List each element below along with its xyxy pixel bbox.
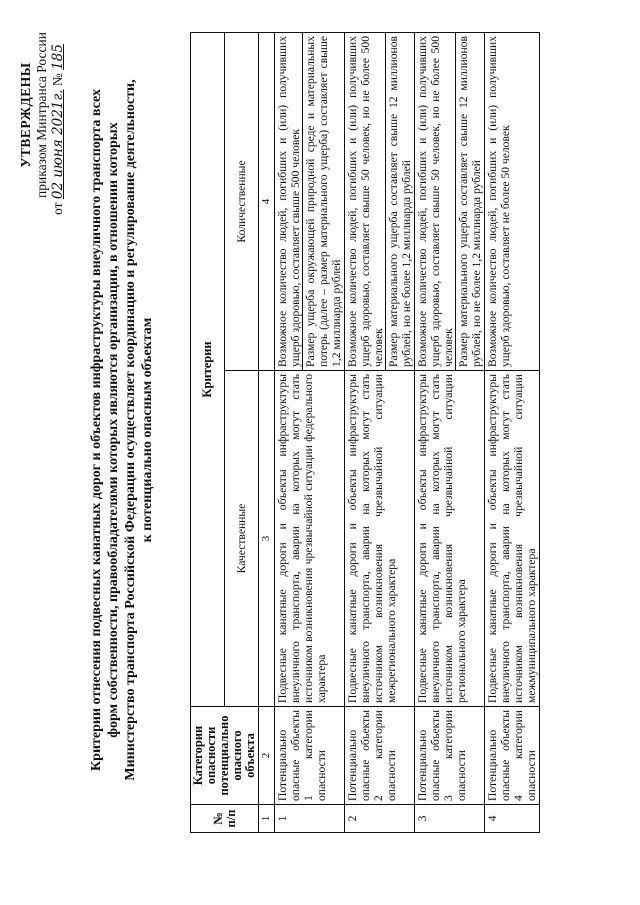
row-num: 2: [345, 805, 415, 833]
quantitative-casualties: Возможное количество людей, погибших и (или) получивших ущерб здоровью, составляет не более 50 человек: [486, 35, 512, 367]
handwritten-date: 02 июня 2021г.: [50, 89, 66, 200]
header-category: Категории опасности потенциально опасного объекта: [191, 707, 259, 805]
header-num: № п/п: [191, 805, 259, 833]
approval-order-line: приказом Минтранса России: [34, 32, 49, 198]
date-prefix: от: [50, 202, 65, 215]
criteria-table: [190, 32, 540, 833]
row-quantitative: [345, 32, 415, 370]
row-qualitative: Подвесные канатные дороги и объекты инфраструктуры внеуличного транспорта, аварии на которых могут стать источником возникновения чрезвычайной ситуации федерального характера: [275, 371, 345, 707]
number-prefix: №: [50, 73, 65, 87]
row-qualitative: Подвесные канатные дороги и объекты инфраструктуры внеуличного транспорта, аварии на которых могут стать источником возникновения чрезвычайной ситуации межмуниципального характера: [485, 371, 540, 707]
header-criteria: Критерии: [191, 32, 225, 706]
handwritten-number: 185: [50, 44, 66, 70]
approval-stamp: [18, 15, 66, 215]
quantitative-damage: Размер материального ущерба составляет свыше 12 миллионов рублей, но не более 1,2 миллиарда рублей: [385, 33, 413, 370]
row-num: 1: [275, 805, 345, 833]
approval-title: УТВЕРЖДЕНЫ: [18, 62, 33, 168]
table-row: [345, 32, 415, 832]
header-quantitative: Количественные: [225, 32, 259, 370]
quantitative-casualties: Возможное количество людей, погибших и (или) получивших ущерб здоровью, составляет свыше 500 человек: [276, 35, 302, 367]
row-qualitative: Подвесные канатные дороги и объекты инфраструктуры внеуличного транспорта, аварии на которых могут стать источником возникновения чрезвычайной ситуации регионального характера: [415, 371, 485, 707]
row-num: 3: [415, 805, 485, 833]
quantitative-casualties: Возможное количество людей, погибших и (или) получивших ущерб здоровью, составляет свыше 50 человек, но не более 500 человек: [416, 35, 455, 367]
column-number: 1: [259, 805, 275, 833]
row-category: Потенциально опасные объекты 2 категории опасности: [345, 707, 415, 805]
column-number-row: [259, 32, 275, 832]
row-category: Потенциально опасные объекты 3 категории опасности: [415, 707, 485, 805]
column-number: 4: [259, 32, 275, 370]
quantitative-casualties: Возможное количество людей, погибших и (или) получивших ущерб здоровью, составляет свыше 50 человек, но не более 500 человек: [346, 35, 385, 367]
quantitative-damage: Размер материального ущерба составляет свыше 12 миллионов рублей, но не более 1,2 миллиарда рублей: [455, 33, 483, 370]
document-title: Критерии отнесения подвесных канатных дорог и объектов инфраструктуры внеуличного транспорта всех форм собственности, правообладателями которых являются организации, в отношении которых Министерство транспорта Российской Федерации осуществляет координацию и регулирование деятельности, к потенциально опасным объектам: [89, 79, 155, 781]
row-category: Потенциально опасные объекты 1 категории опасности: [275, 707, 345, 805]
table-row: [415, 32, 485, 832]
row-quantitative: [485, 32, 540, 370]
table-row: [275, 32, 345, 832]
row-quantitative: [275, 32, 345, 370]
column-number: 3: [259, 371, 275, 707]
row-qualitative: Подвесные канатные дороги и объекты инфраструктуры внеуличного транспорта, аварии на которых могут стать источником возникновения чрезвычайной ситуации межрегионального характера: [345, 371, 415, 707]
row-quantitative: [415, 32, 485, 370]
quantitative-damage: Размер ущерба окружающей природной среде и материальных потерь (далее – размер материального ущерба) составляет свыше 1,2 миллиарда рублей: [302, 33, 343, 370]
table-row: [485, 32, 540, 832]
header-qualitative: Качественные: [225, 371, 259, 707]
row-num: 4: [485, 805, 540, 833]
column-number: 2: [259, 707, 275, 805]
row-category: Потенциально опасные объекты 4 категории опасности: [485, 707, 540, 805]
approval-date-line: [50, 15, 66, 215]
